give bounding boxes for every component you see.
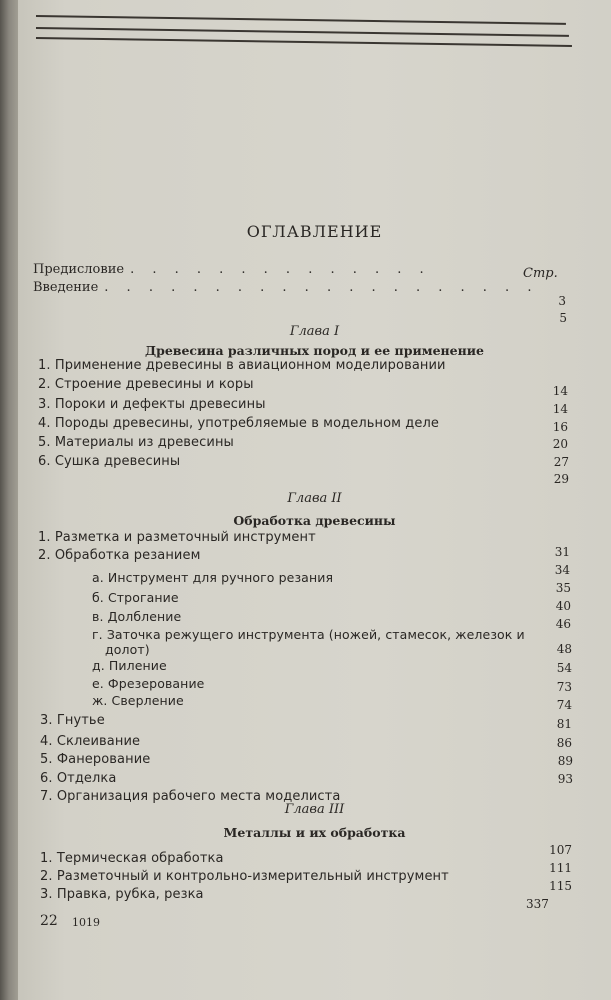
header-rule [36,27,569,37]
toc-page-number: 29 [553,472,569,486]
toc-preface: Предисловие . . . . . . . . . . . . . . [33,262,431,277]
chapter-title: Древесина различных пород и ее применение [144,343,485,358]
toc-entry: 5. Материалы из древесины [38,435,234,450]
toc-page-number: 5 [559,311,567,325]
book-page [18,0,611,1000]
toc-entry: 6. Сушка древесины [38,454,181,469]
toc-page-number: 107 [549,843,572,857]
toc-entry: 3. Гнутье [40,713,105,728]
page-number: 337 [526,897,549,911]
toc-entry: 6. Отделка [40,771,117,786]
toc-intro-label: Введение [33,280,99,295]
toc-page-number: 20 [552,437,568,451]
toc-page-number: 81 [556,717,572,731]
toc-page-number: 40 [555,599,571,613]
toc-page-number: 14 [552,402,568,416]
toc-page-number: 16 [552,420,568,434]
chapter-title: Обработка древесины [233,513,396,528]
toc-page-number: 89 [557,754,573,768]
toc-page-number: 111 [549,861,572,875]
toc-page-number: 27 [553,455,569,469]
toc-page-number: 48 [556,642,572,656]
toc-entry: 1. Применение древесины в авиационном моделировании [38,358,446,373]
toc-entry: 1. Термическая обработка [40,851,224,866]
toc-subentry: д. Пиление [92,658,167,673]
toc-preface-label: Предисловие [33,262,125,277]
toc-entry: 2. Обработка резанием [38,548,201,563]
toc-subentry: б. Строгание [92,590,179,605]
toc-page-number: 73 [556,680,572,694]
toc-page-number: 3 [558,294,566,308]
toc-page-number: 14 [552,384,568,398]
toc-entry: 3. Правка, рубка, резка [40,887,204,902]
toc-entry: 2. Строение древесины и коры [38,377,254,392]
toc-subentry: долот) [105,642,150,657]
toc-entry: 4. Склеивание [40,734,141,749]
page-column-label: Стр. [523,266,558,281]
toc-page-number: 34 [554,563,570,577]
toc-entry: 4. Породы древесины, употребляемые в модельном деле [38,416,439,431]
page-title: ОГЛАВЛЕНИЕ [246,222,383,241]
toc-entry: 5. Фанерование [40,752,151,767]
header-rule [36,37,572,47]
chapter-heading: Глава I [289,324,340,339]
toc-subentry: а. Инструмент для ручного резания [92,570,334,585]
toc-intro: Введение . . . . . . . . . . . . . . . . . . . . [33,280,539,295]
toc-entry: 2. Разметочный и контрольно-измерительный инструмент [40,869,449,884]
book-spine [0,0,20,1000]
print-number: 1019 [72,916,100,929]
toc-page-number: 35 [555,581,571,595]
toc-page-number: 31 [554,545,570,559]
toc-page-number: 115 [549,879,572,893]
toc-subentry: в. Долбление [92,609,182,624]
toc-page-number: 54 [556,661,572,675]
chapter-heading: Глава II [287,491,342,506]
toc-page-number: 74 [556,698,572,712]
toc-subentry: е. Фрезерование [92,676,205,691]
toc-subentry: г. Заточка режущего инструмента (ножей, стамесок, железок и [92,627,525,642]
toc-subentry: ж. Сверление [92,693,184,708]
toc-page-number: 46 [555,617,571,631]
toc-page-number: 93 [557,772,573,786]
header-rule [36,15,566,25]
toc-entry: 1. Разметка и разметочный инструмент [38,530,316,545]
signature-mark: 22 [40,913,58,929]
toc-entry: 7. Организация рабочего места моделиста [40,789,341,804]
toc-entry: 3. Пороки и дефекты древесины [38,397,266,412]
toc-page-number: 86 [556,736,572,750]
chapter-heading: Глава III [284,802,345,817]
chapter-title: Металлы и их обработка [223,825,406,840]
